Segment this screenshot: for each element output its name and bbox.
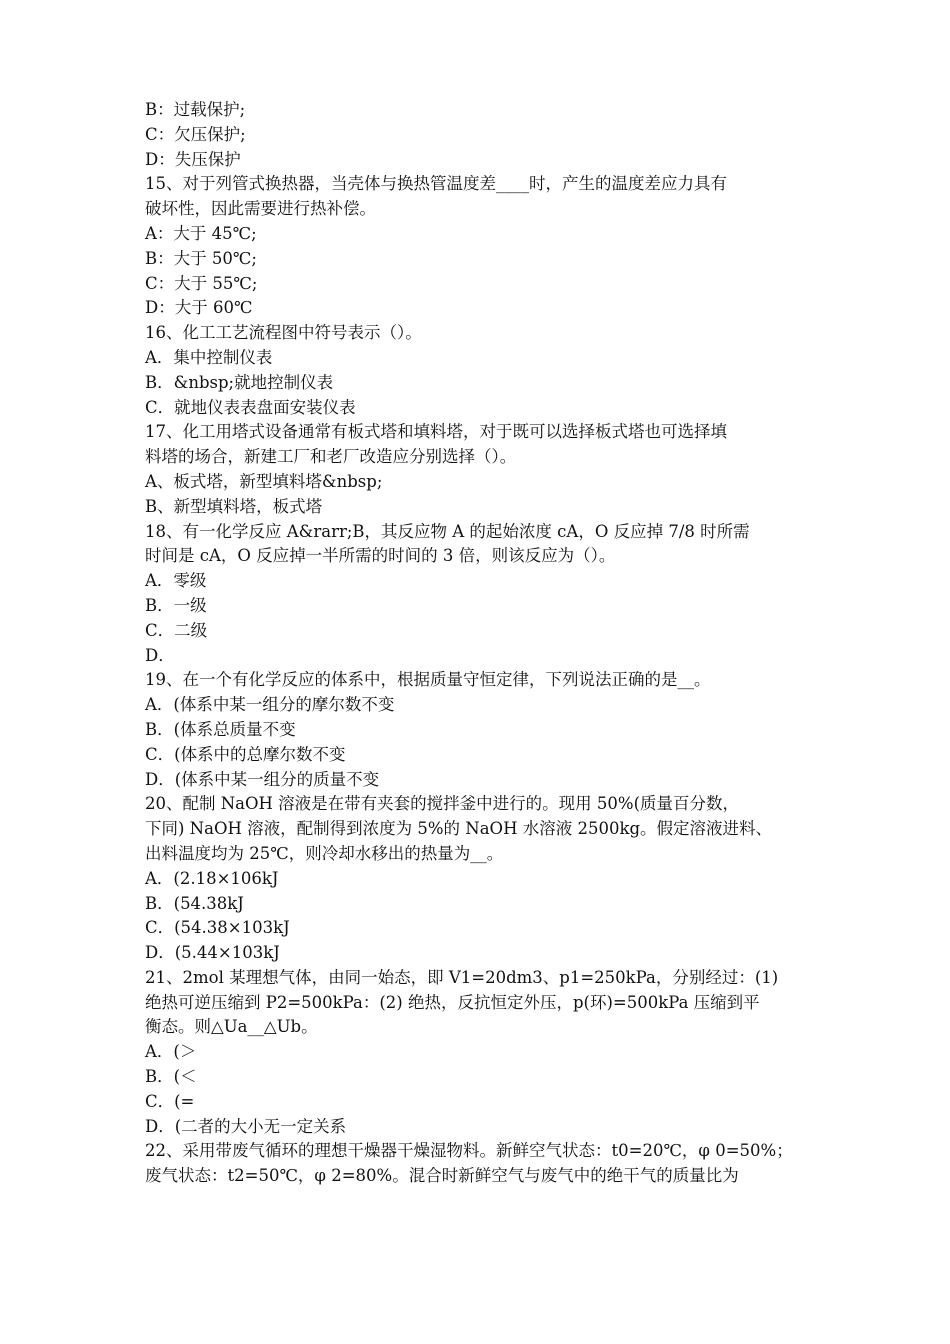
option-b: B．&nbsp;就地控制仪表 (145, 372, 334, 392)
text-line: D：失压保护 (145, 149, 241, 169)
text-line: B：过载保护; (145, 100, 246, 119)
text-line: 时间是 cA，O 反应掉一半所需的时间的 3 倍，则该反应为（）。 (145, 546, 616, 566)
question-18-stem: 18、有一化学反应 A&rarr;B，其反应物 A 的起始浓度 cA，O 反应掉 7/8 时所需 (145, 521, 750, 541)
option-c: C．(体系中的总摩尔数不变 (145, 744, 346, 764)
option-b: B：大于 50℃; (145, 248, 257, 268)
option-c: C．(54.38×103kJ (145, 918, 290, 938)
text-line: 料塔的场合，新建工厂和老厂改造应分别选择（）。 (145, 447, 517, 467)
option-c: C：大于 55℃; (145, 273, 258, 293)
option-a: A．(2.18×106kJ (145, 868, 279, 888)
option-b: B．(体系总质量不变 (145, 719, 296, 739)
option-d: D．(5.44×103kJ (145, 943, 280, 963)
text-line: C：欠压保护; (145, 124, 246, 144)
text-line: 下同) NaOH 溶液，配制得到浓度为 5%的 NaOH 水溶液 2500kg。假定溶液进料、 (145, 819, 773, 839)
text-line: 绝热可逆压缩到 P2=500kPa：(2) 绝热，反抗恒定外压，p(环)=500kPa 压缩到平 (145, 992, 760, 1012)
question-21-stem: 21、2mol 某理想气体，由同一始态，即 V1=20dm3、p1=250kPa，分别经过：(1) (145, 967, 779, 987)
text-line: 衡态。则△Ua__△Ub。 (145, 1017, 318, 1037)
option-c: C．就地仪表表盘面安装仪表 (145, 397, 356, 417)
option-b: B．(＜ (145, 1067, 197, 1087)
option-b: B．一级 (145, 595, 207, 615)
question-22-stem: 22、采用带废气循环的理想干燥器干燥湿物料。新鲜空气状态：t0=20℃，φ 0=50%； (145, 1141, 793, 1161)
question-19-stem: 19、在一个有化学反应的体系中，根据质量守恒定律，下列说法正确的是__。 (145, 670, 711, 690)
option-d: D． (145, 645, 175, 665)
text-line: 出料温度均为 25℃，则冷却水移出的热量为__。 (145, 843, 504, 863)
text-line: 破坏性，因此需要进行热补偿。 (145, 199, 376, 219)
text-line: 废气状态：t2=50℃，φ 2=80%。混合时新鲜空气与废气中的绝干气的质量比为 (145, 1166, 739, 1186)
option-c: C．二级 (145, 620, 208, 640)
document-body (145, 98, 810, 1189)
option-a: A：大于 45℃; (145, 223, 257, 243)
question-20-stem: 20、配制 NaOH 溶液是在带有夹套的搅拌釜中进行的。现用 50%(质量百分数， (145, 794, 740, 814)
option-a: A．(体系中某一组分的摩尔数不变 (145, 695, 395, 715)
question-15-stem: 15、对于列管式换热器，当壳体与换热管温度差____时，产生的温度差应力具有 (145, 174, 727, 194)
option-d: D．(体系中某一组分的质量不变 (145, 769, 380, 789)
option-a: A．集中控制仪表 (145, 347, 273, 367)
option-b: B．(54.38kJ (145, 893, 244, 913)
option-c: C．(= (145, 1091, 195, 1111)
option-d: D．(二者的大小无一定关系 (145, 1116, 347, 1136)
option-a: A．(＞ (145, 1042, 197, 1062)
option-b: B、新型填料塔，板式塔 (145, 496, 323, 516)
option-a: A．零级 (145, 571, 207, 591)
option-d: D：大于 60℃ (145, 298, 253, 318)
question-17-stem: 17、化工用塔式设备通常有板式塔和填料塔，对于既可以选择板式塔也可选择填 (145, 422, 727, 442)
question-16-stem: 16、化工工艺流程图中符号表示（）。 (145, 323, 422, 343)
option-a: A、板式塔，新型填料塔&nbsp; (145, 471, 383, 491)
